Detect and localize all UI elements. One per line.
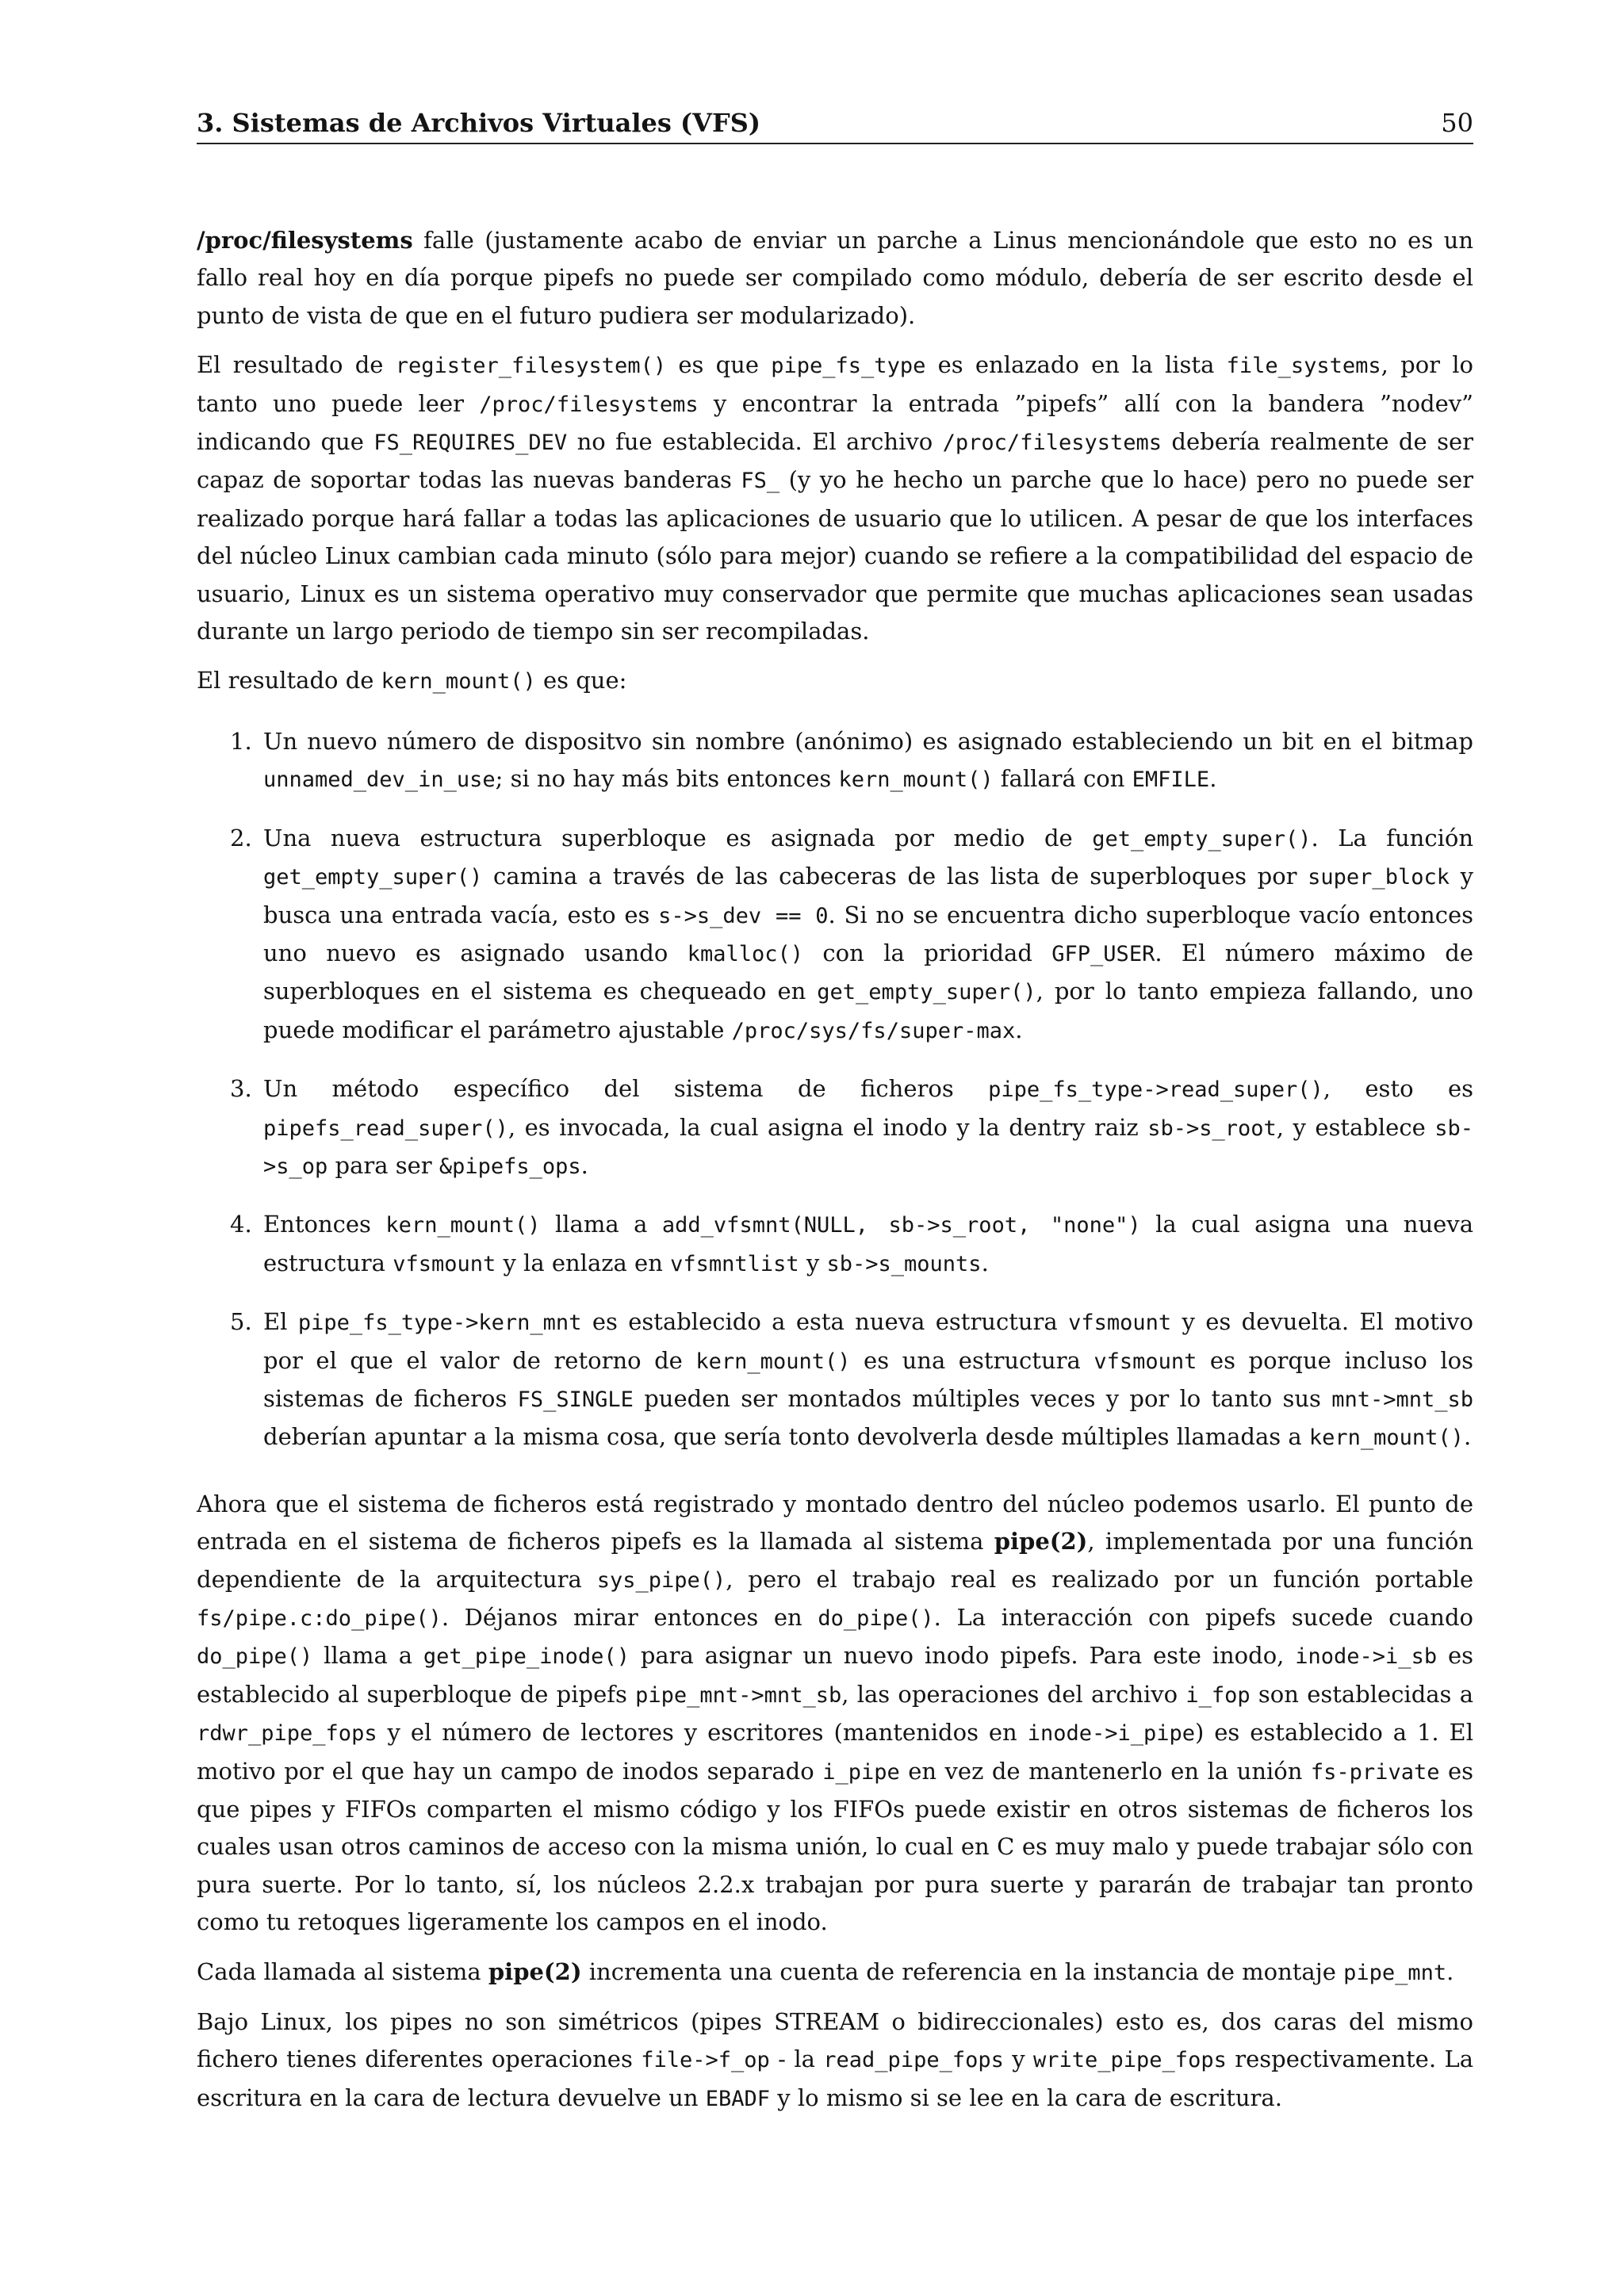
text: es una estructura [850, 1346, 1094, 1374]
text: y encontrar la entrada ”pipefs” allí con la bandera ”nodev” indicando que [197, 389, 1473, 456]
code: pipe_mnt [1343, 1960, 1447, 1985]
text: . La función [1311, 824, 1473, 851]
list-item [230, 723, 1473, 799]
text: deberían apuntar a la misma cosa, que sería tonto devolverla desde múltiples llamadas a [263, 1423, 1309, 1451]
text: , pero el trabajo real es realizado por un función portable [726, 1565, 1474, 1593]
code: do_pipe() [197, 1644, 313, 1670]
code: vfsmount [393, 1251, 496, 1276]
code: vfsmount [1094, 1349, 1197, 1374]
code: kern_mount() [381, 669, 536, 695]
text: y [799, 1249, 827, 1276]
code: add_vfsmnt(NULL, sb->s_root, "none") [661, 1213, 1141, 1238]
text: . Si no se encuentra dicho superbloque vacío entonces uno nuevo es asignado usando [263, 901, 1474, 966]
code: inode->i_sb [1295, 1644, 1438, 1670]
paragraph-2 [197, 346, 1473, 650]
page-number: 50 [1441, 108, 1473, 138]
paragraph-4 [197, 1486, 1473, 1942]
code: s->s_dev == 0 [658, 903, 829, 928]
list-number: 4. [230, 1211, 252, 1238]
text: , y establece [1276, 1113, 1435, 1141]
text: camina a través de las cabeceras de las lista de superbloques por [482, 863, 1308, 890]
text: , es invocada, la cual asigna el inodo y la dentry raiz [508, 1113, 1148, 1141]
code: file->f_op [641, 2048, 770, 2073]
list-number: 2. [230, 824, 252, 851]
text: es enlazado en la lista [925, 351, 1227, 379]
paragraph-6 [197, 2003, 1473, 2118]
code: pipe_mnt->mnt_sb [635, 1682, 842, 1708]
code: vfsmntlist [670, 1251, 799, 1276]
code: FS_SINGLE [517, 1387, 634, 1412]
list-item [230, 820, 1474, 1050]
code: vfsmount [1068, 1311, 1172, 1336]
text: y busca una entrada vacía, esto es [263, 863, 1473, 928]
code: sys_pipe() [596, 1567, 726, 1593]
text: . [1209, 765, 1217, 793]
code: super_block [1308, 865, 1450, 890]
text: . [1446, 1957, 1454, 1985]
code: i_fop [1185, 1682, 1251, 1708]
text: pueden ser montados múltiples veces y por lo tanto sus [633, 1384, 1332, 1412]
text: , por lo tanto empieza fallando, uno puede modificar el parámetro ajustable [263, 978, 1473, 1043]
text: la cual asigna una nueva estructura [263, 1211, 1473, 1276]
code: pipe_fs_type [771, 354, 926, 379]
text: Una nueva estructura superbloque es asignada por medio de [263, 824, 1093, 851]
code: write_pipe_fops [1033, 2048, 1227, 2073]
bold-term: pipe(2) [488, 1957, 582, 1985]
code: sb->s_root [1147, 1115, 1277, 1141]
code: kern_mount() [695, 1349, 851, 1374]
text: es establecido a esta nueva estructura [581, 1308, 1069, 1336]
code: /proc/sys/fs/super-max [731, 1018, 1016, 1043]
code: kern_mount() [385, 1213, 541, 1238]
text: El resultado de [197, 351, 396, 379]
paragraph-5 [197, 1954, 1473, 1992]
code: /proc/filesystems [479, 392, 699, 417]
text: respectivamente. La escritura en la cara de lectura devuelve un [197, 2045, 1473, 2111]
text: Entonces [263, 1211, 386, 1238]
code: inode->i_pipe [1027, 1721, 1196, 1747]
text: . [580, 1151, 588, 1179]
text: El [263, 1308, 298, 1336]
text: . El número máximo de superbloques en el sistema es chequeado en [263, 939, 1473, 1005]
code: fs/pipe.c:do_pipe() [197, 1606, 442, 1631]
code: EBADF [705, 2086, 771, 2111]
list-number: 3. [230, 1075, 252, 1103]
text: en vez de mantenerlo en la unión [899, 1757, 1311, 1785]
code: /proc/filesystems [942, 430, 1162, 456]
text: El resultado de [197, 667, 381, 695]
text: es que: [535, 667, 627, 695]
list-number: 1. [230, 727, 252, 755]
text: , por lo tanto uno puede leer [197, 351, 1473, 417]
code: kern_mount() [1308, 1425, 1464, 1451]
text: falle (justamente acabo de enviar un parche a Linus mencionándole que esto no es un fallo real hoy en día porque pipefs no puede ser compilado como módulo, debería de ser escrito desde el punto de vista de que en el futuro pudiera ser modularizado). [197, 227, 1473, 329]
code: pipefs_read_super() [263, 1115, 508, 1141]
chapter-title: 3. Sistemas de Archivos Virtuales (VFS) [197, 108, 760, 138]
text: y el número de lectores y escritores (mantenidos en [377, 1719, 1028, 1747]
code: GFP_USER [1051, 941, 1155, 966]
text: , esto es [1323, 1075, 1474, 1103]
page-body [197, 222, 1473, 2130]
text: ; si no hay más bits entonces [495, 765, 839, 793]
code: read_pipe_fops [823, 2048, 1004, 2073]
text: . [981, 1249, 989, 1276]
text: y lo mismo si se lee en la cara de escritura. [770, 2084, 1282, 2111]
code: &pipefs_ops [439, 1154, 581, 1179]
code: FS_REQUIRES_DEV [373, 430, 568, 456]
text: es establecido al superbloque de pipefs [197, 1642, 1473, 1708]
text: , implementada por una función dependiente de la arquitectura [197, 1528, 1473, 1593]
code: file_systems [1226, 354, 1381, 379]
list-item [230, 1070, 1474, 1185]
text: llama a [312, 1642, 423, 1670]
text: . La interacción con pipefs sucede cuando [933, 1604, 1473, 1631]
text: fallará con [993, 765, 1132, 793]
bold-term: /proc/filesystems [197, 227, 413, 254]
bold-term: pipe(2) [994, 1528, 1088, 1556]
list-number: 5. [230, 1308, 252, 1336]
text: . [1015, 1016, 1023, 1043]
text: . [1463, 1423, 1472, 1451]
text: es porque incluso los sistemas de ficheros [263, 1346, 1473, 1412]
code: get_empty_super() [263, 865, 483, 890]
code: register_filesystem() [395, 354, 667, 379]
numbered-list [197, 723, 1473, 1457]
text: Un método específico del sistema de ficheros [263, 1075, 989, 1103]
text: y [1003, 2045, 1033, 2073]
text: Bajo Linux, los pipes no son simétricos (pipes STREAM o bidireccionales) esto es, dos caras del mismo fichero tienes diferentes operaciones [197, 2008, 1473, 2073]
code: FS_ [741, 469, 780, 494]
text: Cada llamada al sistema [197, 1957, 488, 1985]
text: (y yo he hecho un parche que lo hace) pero no puede ser realizado porque hará fallar a todas las aplicaciones de usuario que lo utilicen. A pesar de que los interfaces del núcleo Linux cambian cada minuto (sólo para mejor) cuando se refiere a la compatibilidad del espacio de usuario, Linux es un sistema operativo muy conservador que permite que muchas aplicaciones sean usadas durante un largo periodo de tiempo sin ser recompiladas. [197, 466, 1473, 645]
code: kern_mount() [838, 767, 994, 793]
code: EMFILE [1132, 767, 1210, 793]
text: debería realmente de ser capaz de soportar todas las nuevas banderas [197, 428, 1473, 494]
text: es que pipes y FIFOs comparten el mismo código y los FIFOs puede existir en otros sistemas de ficheros los cuales usan otros caminos de acceso con la misma unión, lo cual en C es muy malo y puede trabajar sólo con pura suerte. Por lo tanto, sí, los núcleos 2.2.x trabajan por pura suerte y pararán de trabajar tan pronto como tu retoques ligeramente los campos en el inodo. [197, 1757, 1473, 1936]
text: . Déjanos mirar entonces en [441, 1604, 818, 1631]
text: incrementa una cuenta de referencia en la instancia de montaje [581, 1957, 1344, 1985]
code: pipe_fs_type->read_super() [988, 1077, 1323, 1103]
code: rdwr_pipe_fops [197, 1721, 377, 1747]
paragraph-1 [197, 222, 1473, 335]
code: sb->s_op [263, 1115, 1473, 1179]
text: Un nuevo número de dispositvo sin nombre (anónimo) es asignado estableciendo un bit en el bitmap [263, 727, 1473, 755]
code: get_empty_super() [1092, 826, 1312, 851]
text: son establecidas a [1250, 1680, 1473, 1708]
text: , las operaciones del archivo [841, 1680, 1186, 1708]
code: do_pipe() [818, 1606, 934, 1631]
text: y la enlaza en [496, 1249, 671, 1276]
code: i_pipe [822, 1759, 900, 1785]
list-item [230, 1303, 1473, 1457]
code: get_empty_super() [817, 980, 1036, 1005]
page-header [197, 105, 1473, 144]
list-item [230, 1206, 1473, 1283]
text: para ser [327, 1151, 439, 1179]
code: mnt->mnt_sb [1331, 1387, 1473, 1412]
code: unnamed_dev_in_use [263, 767, 496, 793]
text: para asignar un nuevo inodo pipefs. Para este inodo, [629, 1642, 1296, 1670]
text: es que [666, 351, 772, 379]
code: get_pipe_inode() [423, 1644, 630, 1670]
code: fs-private [1310, 1759, 1440, 1785]
text: ) es establecido a 1. El motivo por el que hay un campo de inodos separado [197, 1719, 1474, 1785]
text: y es devuelta. El motivo por el que el valor de retorno de [263, 1308, 1473, 1374]
code: sb->s_mounts [826, 1251, 982, 1276]
text: no fue establecida. El archivo [567, 428, 943, 456]
code: kmalloc() [687, 941, 804, 966]
paragraph-3 [197, 662, 1473, 700]
text: Ahora que el sistema de ficheros está registrado y montado dentro del núcleo podemos usarlo. El punto de entrada en el sistema de ficheros pipefs es la llamada al sistema [197, 1490, 1473, 1556]
text: con la prioridad [803, 939, 1052, 966]
code: pipe_fs_type->kern_mnt [297, 1311, 582, 1336]
text: llama a [540, 1211, 662, 1238]
text: - la [769, 2045, 824, 2073]
